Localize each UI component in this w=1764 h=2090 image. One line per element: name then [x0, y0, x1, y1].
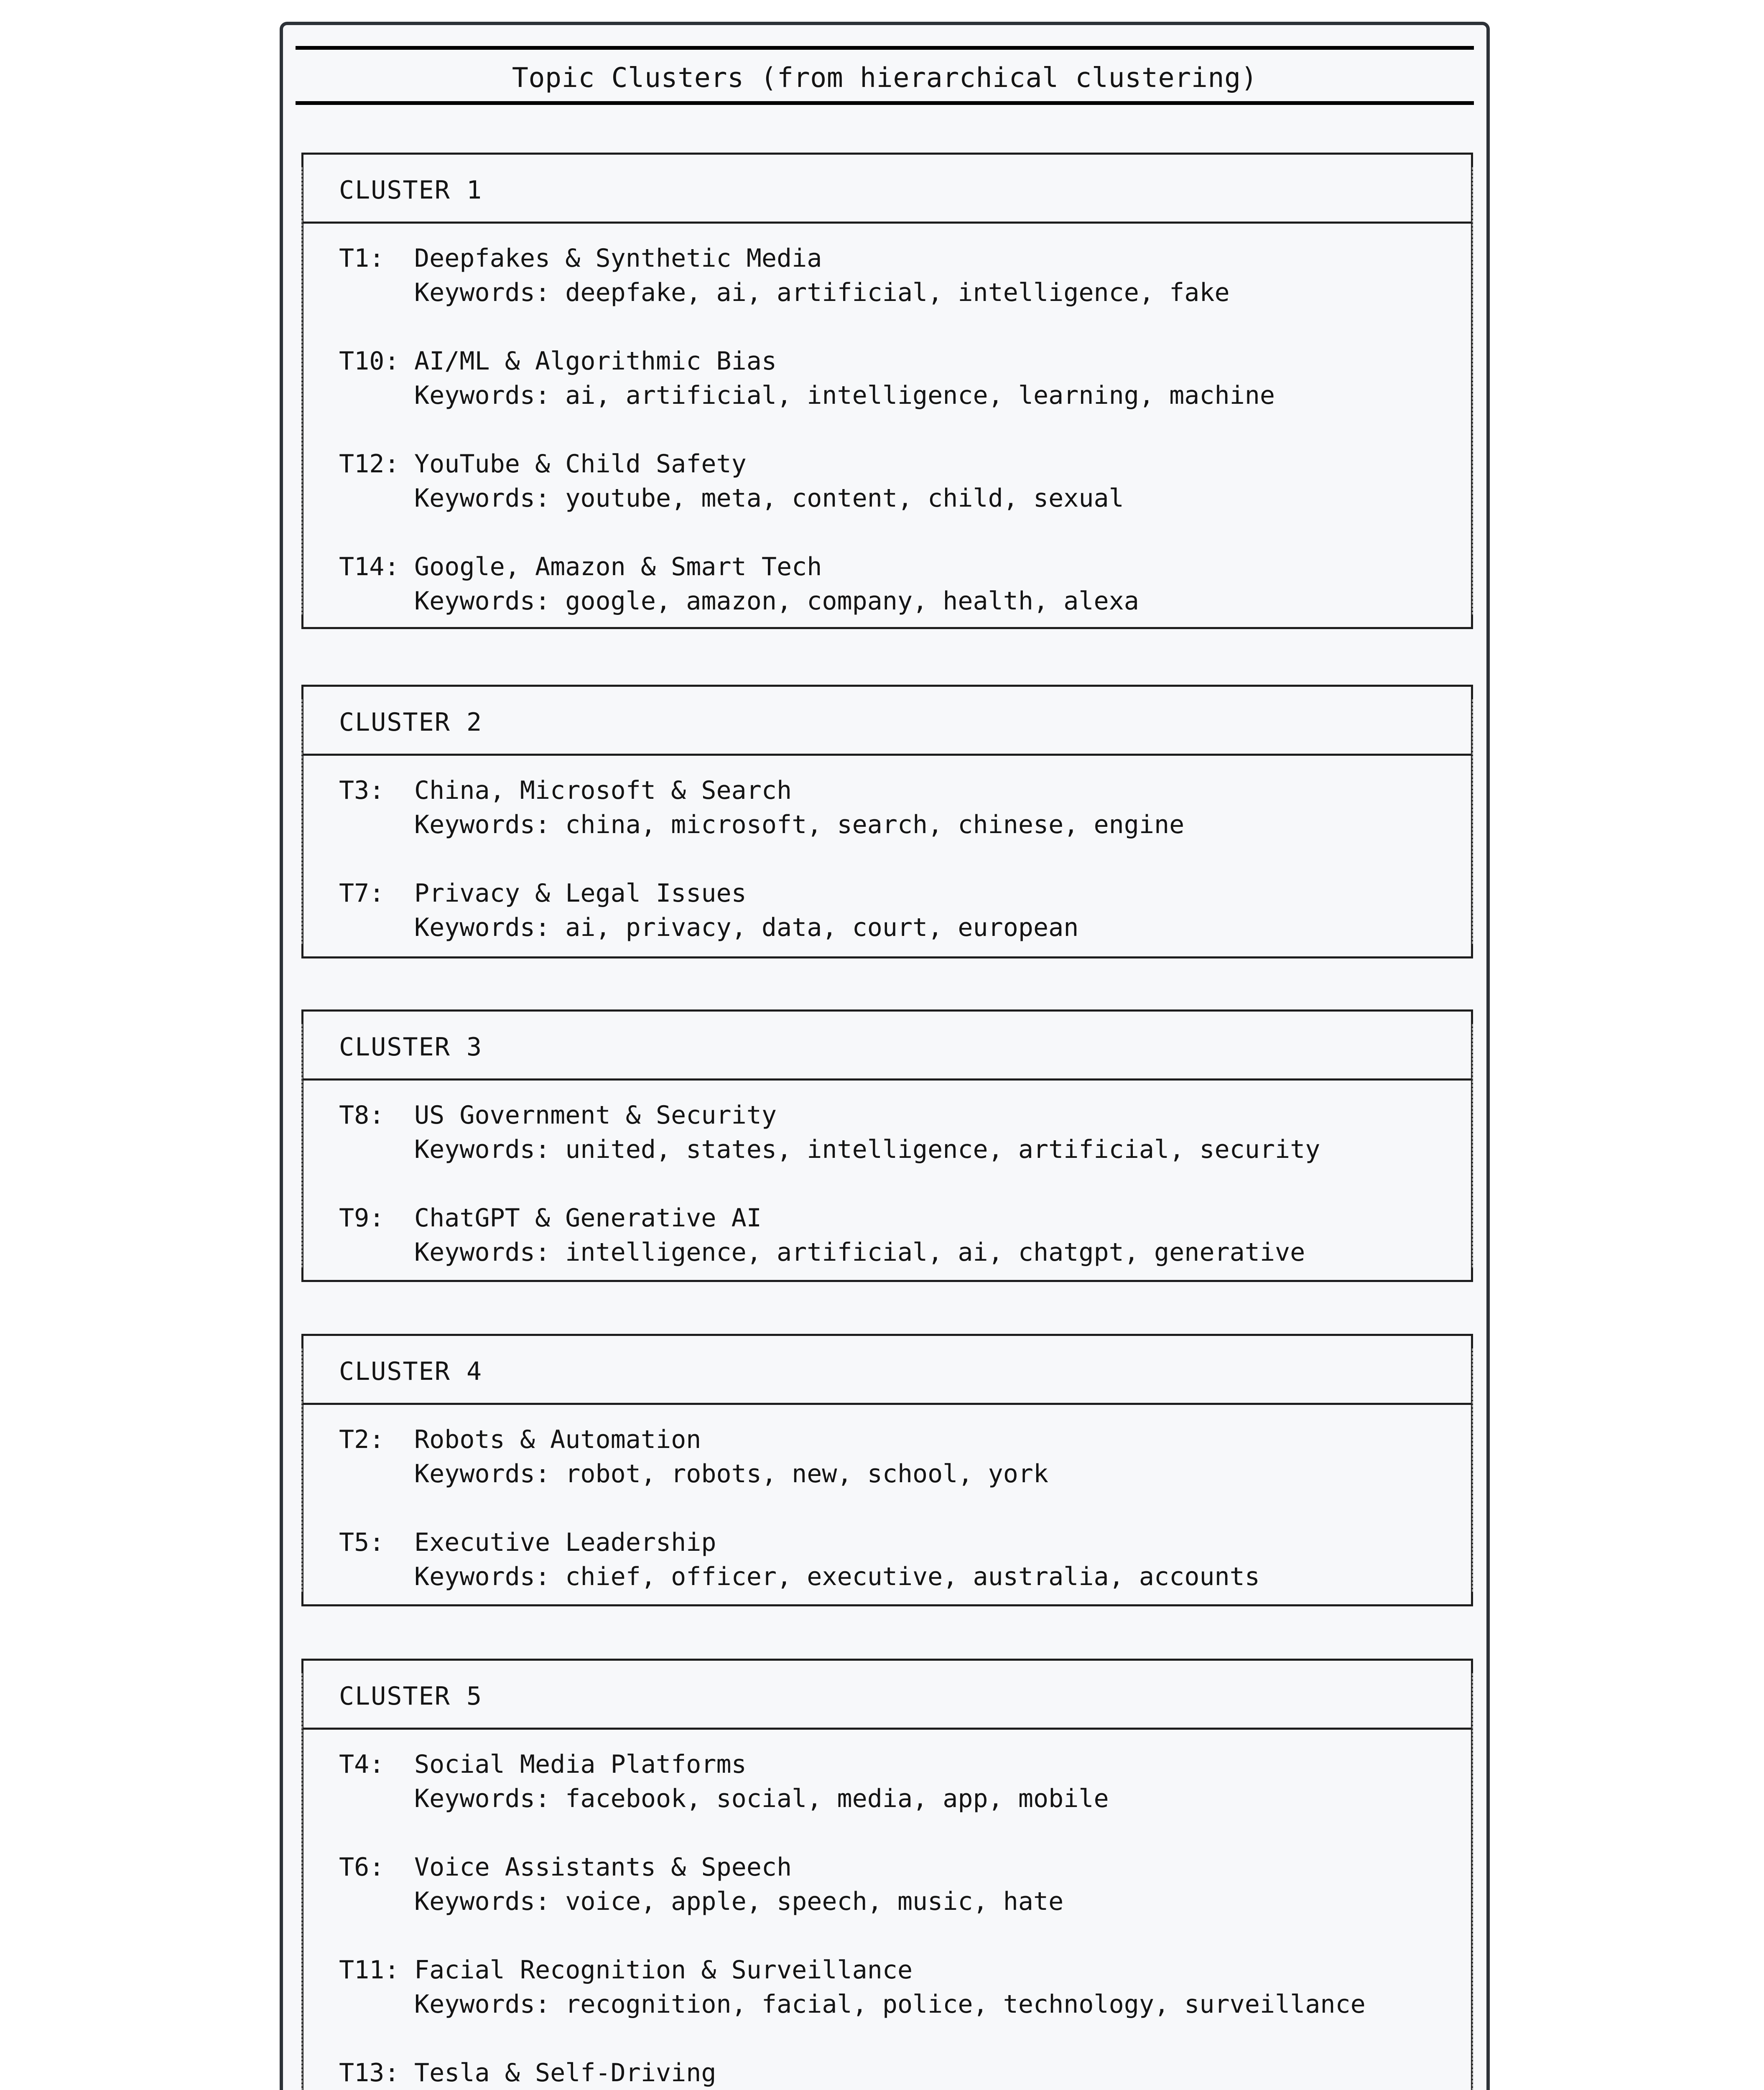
topic-id: T14: [339, 552, 400, 581]
topic-item [303, 756, 1471, 859]
topic-id: T8: [339, 1101, 385, 1130]
topic-keywords: Keywords: voice, apple, speech, music, hate [414, 1887, 1064, 1916]
topic-item [303, 1935, 1471, 2038]
cluster-5-box [301, 1659, 1473, 2090]
cluster-header [303, 1012, 1471, 1081]
topic-keywords: Keywords: chief, officer, executive, australia, accounts [414, 1562, 1260, 1591]
topic-item [303, 429, 1471, 532]
topic-keywords: Keywords: united, states, intelligence, artificial, security [414, 1135, 1320, 1164]
topic-id: T7: [339, 879, 385, 908]
topic-item [303, 1730, 1471, 1833]
topic-item [303, 326, 1471, 429]
topic-id: T2: [339, 1425, 385, 1454]
topic-name: US Government & Security [414, 1101, 777, 1130]
topic-item [303, 859, 1471, 961]
topic-item [303, 2038, 1471, 2090]
topic-name: Tesla & Self-Driving [414, 2058, 716, 2087]
topic-name: Facial Recognition & Surveillance [414, 1955, 913, 1985]
topic-keywords: Keywords: google, amazon, company, health, alexa [414, 586, 1139, 616]
topic-id: T12: [339, 449, 400, 479]
cluster-2-box [301, 685, 1473, 958]
topic-id: T6: [339, 1853, 385, 1882]
topic-item [303, 532, 1471, 635]
cluster-title: CLUSTER 4 [339, 1357, 483, 1386]
cluster-4-box [301, 1334, 1473, 1606]
topic-id: T5: [339, 1528, 385, 1557]
cluster-title: CLUSTER 2 [339, 708, 483, 737]
topic-keywords: Keywords: deepfake, ai, artificial, intelligence, fake [414, 278, 1230, 307]
topic-item [303, 224, 1471, 326]
panel-title: Topic Clusters (from hierarchical clustering) [512, 62, 1258, 94]
topic-name: Robots & Automation [414, 1425, 701, 1454]
topic-name: AI/ML & Algorithmic Bias [414, 347, 777, 376]
topic-id: T1: [339, 244, 385, 273]
topic-name: Privacy & Legal Issues [414, 879, 747, 908]
topic-keywords: Keywords: ai, artificial, intelligence, learning, machine [414, 381, 1275, 410]
title-rule-bottom [296, 101, 1474, 105]
topic-name: Executive Leadership [414, 1528, 716, 1557]
topic-name: Social Media Platforms [414, 1750, 747, 1779]
topic-item [303, 1508, 1471, 1611]
cluster-title: CLUSTER 1 [339, 176, 483, 205]
topic-name: ChatGPT & Generative AI [414, 1203, 762, 1233]
topic-keywords: Keywords: facebook, social, media, app, mobile [414, 1784, 1109, 1813]
topic-name: Voice Assistants & Speech [414, 1853, 792, 1882]
topic-keywords: Keywords: intelligence, artificial, ai, chatgpt, generative [414, 1238, 1305, 1267]
topic-item [303, 1081, 1471, 1183]
topic-keywords: Keywords: recognition, facial, police, technology, surveillance [414, 1990, 1366, 2019]
topic-item [303, 1833, 1471, 1935]
topic-name: China, Microsoft & Search [414, 776, 792, 805]
cluster-header [303, 1336, 1471, 1405]
topic-id: T3: [339, 776, 385, 805]
topic-name: Deepfakes & Synthetic Media [414, 244, 822, 273]
title-rule-top [296, 46, 1474, 50]
topic-item [303, 1405, 1471, 1508]
topic-name: YouTube & Child Safety [414, 449, 747, 479]
topic-id: T4: [339, 1750, 385, 1779]
cluster-title: CLUSTER 3 [339, 1032, 483, 1062]
topic-id: T13: [339, 2058, 400, 2087]
topic-keywords: Keywords: youtube, meta, content, child, sexual [414, 484, 1124, 513]
cluster-header [303, 155, 1471, 224]
cluster-header [303, 687, 1471, 756]
topic-keywords: Keywords: china, microsoft, search, chinese, engine [414, 810, 1185, 839]
topic-id: T10: [339, 347, 400, 376]
cluster-title: CLUSTER 5 [339, 1682, 483, 1711]
topic-id: T9: [339, 1203, 385, 1233]
topic-name: Google, Amazon & Smart Tech [414, 552, 822, 581]
cluster-1-box [301, 153, 1473, 629]
topic-keywords: Keywords: robot, robots, new, school, york [414, 1459, 1049, 1488]
topic-item [303, 1183, 1471, 1286]
topic-id: T11: [339, 1955, 400, 1985]
topic-clusters-panel [280, 22, 1490, 2090]
cluster-3-box [301, 1009, 1473, 1282]
topic-keywords: Keywords: ai, privacy, data, court, european [414, 913, 1079, 942]
cluster-header [303, 1661, 1471, 1730]
